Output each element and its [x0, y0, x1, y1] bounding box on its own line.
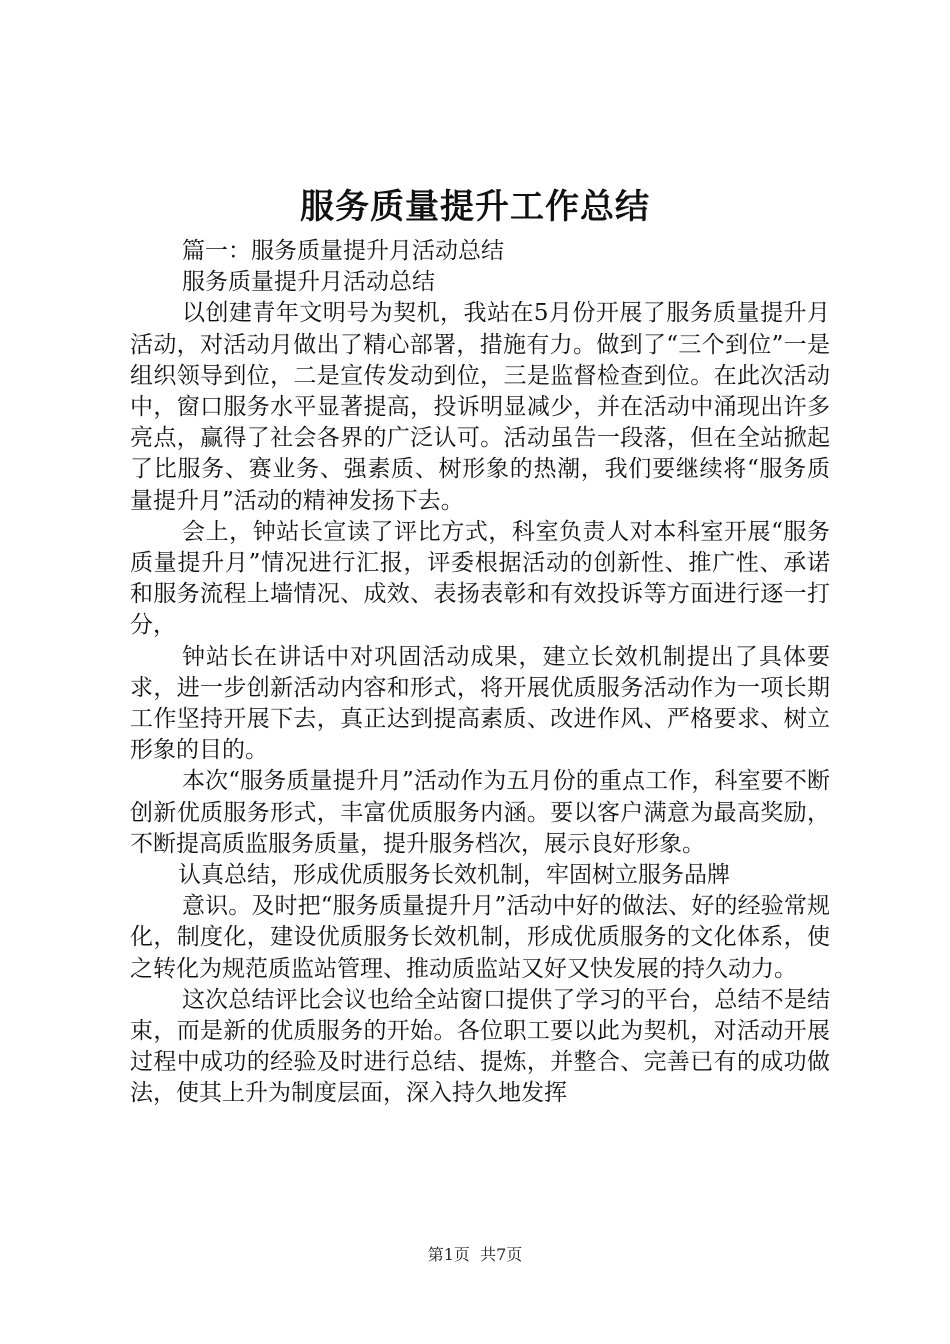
page-number: 第1页 共7页 — [427, 1245, 523, 1264]
section-heading: 篇一：服务质量提升月活动总结 — [182, 238, 504, 264]
paragraph: 意识。及时把“服务质量提升月”活动中好的做法、好的经验常规化，制度化，建设优质服务长效机制，形成优质服务的文化体系，使之转化为规范质监站管理、推动质监站又好又快发展的持久动力。 — [130, 893, 830, 982]
document-body — [130, 236, 830, 1110]
document-title: 服务质量提升工作总结 — [300, 187, 650, 227]
section-subtitle: 服务质量提升月活动总结 — [182, 269, 435, 296]
paragraph: 以创建青年文明号为契机，我站在5月份开展了服务质量提升月活动，对活动月做出了精心部署，措施有力。做到了“三个到位”一是组织领导到位，二是宣传发动到位，三是监督检查到位。在此次活动中，窗口服务水平显著提高，投诉明显减少，并在活动中涌现出许多亮点，赢得了社会各界的广泛认可。活动虽告一段落，但在全站掀起了比服务、赛业务、强素质、树形象的热潮，我们要继续将“服务质量提升月”活动的精神发扬下去。 — [130, 300, 830, 514]
paragraph: 本次“服务质量提升月”活动作为五月份的重点工作，科室要不断创新优质服务形式，丰富优质服务内涵。要以客户满意为最高奖励，不断提高质监服务质量，提升服务档次，展示良好形象。 — [130, 768, 830, 857]
paragraph: 会上，钟站长宣读了评比方式，科室负责人对本科室开展“服务质量提升月”情况进行汇报，评委根据活动的创新性、推广性、承诺和服务流程上墙情况、成效、表扬表彰和有效投诉等方面进行逐一打分， — [130, 518, 830, 639]
page-footer — [0, 1244, 950, 1266]
paragraph: 钟站长在讲话中对巩固活动成果，建立长效机制提出了具体要求，进一步创新活动内容和形式，将开展优质服务活动作为一项长期工作坚持开展下去，真正达到提高素质、改进作风、严格要求、树立形象的目的。 — [130, 643, 830, 764]
paragraph: 认真总结，形成优质服务长效机制，牢固树立服务品牌 — [178, 862, 730, 889]
paragraph: 这次总结评比会议也给全站窗口提供了学习的平台，总结不是结束，而是新的优质服务的开始。各位职工要以此为契机，对活动开展过程中成功的经验及时进行总结、提炼，并整合、完善已有的成功做法，使其上升为制度层面，深入持久地发挥 — [130, 986, 830, 1107]
